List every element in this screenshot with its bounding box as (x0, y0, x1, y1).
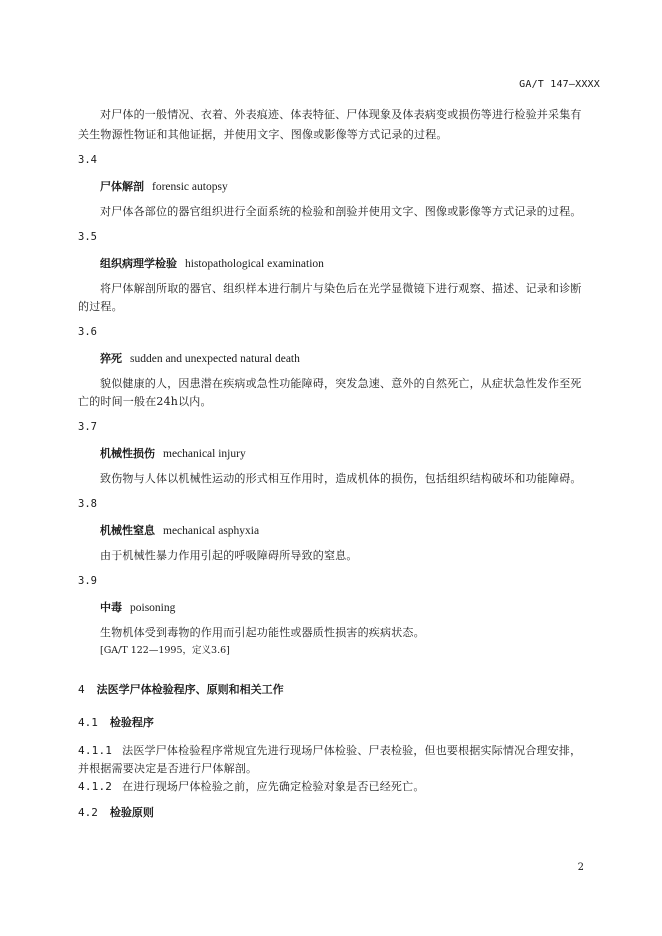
term-heading (100, 350, 300, 366)
definition-line: 致伤物与人体以机械性运动的形式相互作用时，造成机体的损伤，包括组织结构破坏和功能障碍。 (100, 472, 582, 485)
term-heading (100, 445, 246, 461)
term-en: mechanical asphyxia (163, 525, 260, 537)
term-number: 3.4 (78, 154, 97, 166)
definition-line: 貌似健康的人，因患潜在疾病或急性功能障碍，突发急速、意外的自然死亡，从症状急性发作至死 (100, 377, 582, 390)
subsection-title: 检验原则 (109, 806, 154, 819)
term-en: mechanical injury (163, 448, 246, 460)
term-zh: 机械性窒息 (100, 524, 155, 537)
document-code: GA/T 147—XXXX (519, 79, 600, 90)
term-number: 3.7 (78, 421, 97, 433)
clause-line (78, 742, 581, 758)
definition-line: 对尸体各部位的器官组织进行全面系统的检验和剖验并使用文字、图像或影像等方式记录的过程。 (100, 205, 582, 218)
term-heading (100, 178, 228, 194)
clause-text: 在进行现场尸体检验之前，应先确定检验对象是否已经死亡。 (122, 780, 425, 793)
section-title: 法医学尸体检验程序、原则和相关工作 (96, 683, 284, 696)
term-en: poisoning (130, 602, 176, 614)
clause-line (78, 778, 425, 794)
clause-line: 并根据需要决定是否进行尸体解剖。 (78, 762, 258, 775)
term-number: 3.8 (78, 498, 97, 510)
section-heading (78, 681, 284, 697)
term-zh: 猝死 (100, 352, 122, 365)
definition-line: 对尸体的一般情况、衣着、外表痕迹、体表特征、尸体现象及体表病变或损伤等进行检验并采集有 (100, 108, 582, 121)
term-zh: 尸体解剖 (100, 180, 144, 193)
subsection-heading (78, 804, 154, 820)
term-zh: 机械性损伤 (100, 447, 155, 460)
term-heading (100, 522, 259, 538)
term-zh: 中毒 (100, 601, 122, 614)
subsection-title: 检验程序 (109, 716, 154, 729)
term-number: 3.6 (78, 326, 97, 338)
term-en: histopathological examination (185, 258, 324, 270)
definition-line: 关生物源性物证和其他证据，并使用文字、图像或影像等方式记录的过程。 (78, 128, 448, 141)
term-number: 3.9 (78, 575, 97, 587)
term-en: forensic autopsy (152, 181, 228, 193)
clause-number: 4.1.1 (78, 744, 113, 757)
section-number: 4 (78, 683, 85, 696)
term-heading (100, 255, 324, 271)
term-en: sudden and unexpected natural death (130, 353, 300, 365)
page-number: 2 (577, 862, 584, 873)
source-reference: [GA/T 122—1995，定义3.6] (100, 645, 230, 656)
term-heading (100, 599, 175, 615)
definition-line: 亡的时间一般在24h以内。 (78, 395, 212, 408)
subsection-heading (78, 714, 154, 730)
definition-line: 生物机体受到毒物的作用而引起功能性或器质性损害的疾病状态。 (100, 626, 425, 639)
clause-number: 4.1.2 (78, 780, 113, 793)
definition-line: 的过程。 (78, 300, 123, 313)
subsection-number: 4.2 (78, 806, 98, 819)
term-zh: 组织病理学检验 (100, 257, 177, 270)
definition-line: 由于机械性暴力作用引起的呼吸障碍所导致的窒息。 (100, 549, 358, 562)
definition-line: 将尸体解剖所取的器官、组织样本进行制片与染色后在光学显微镜下进行观察、描述、记录和诊断 (100, 282, 582, 295)
clause-text: 法医学尸体检验程序常规宜先进行现场尸体检验、尸表检验，但也要根据实际情况合理安排， (122, 744, 582, 757)
term-number: 3.5 (78, 231, 97, 243)
subsection-number: 4.1 (78, 716, 98, 729)
